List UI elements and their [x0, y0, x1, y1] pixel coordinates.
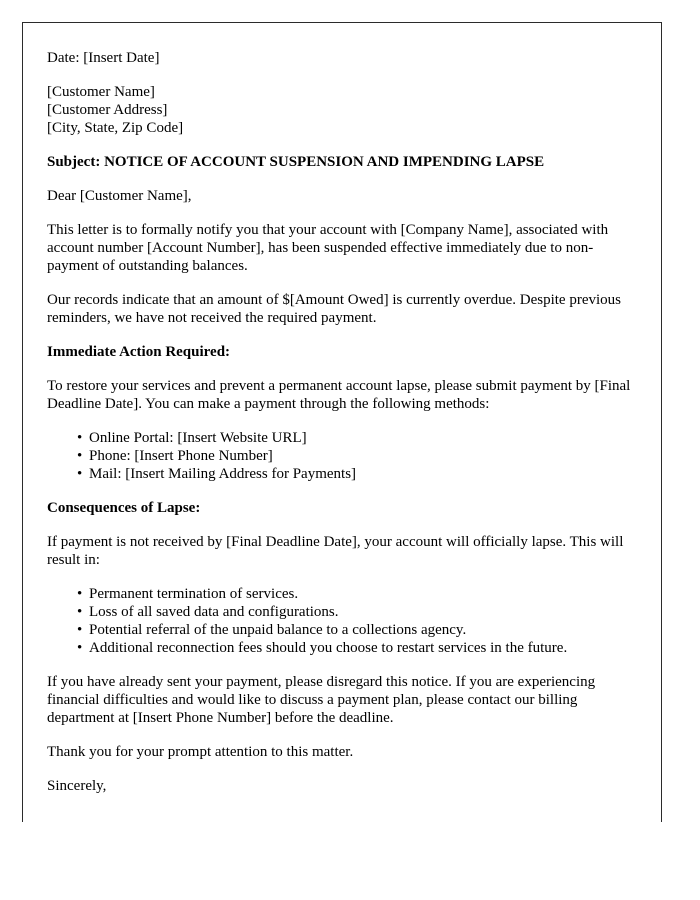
list-item: [77, 603, 639, 621]
list-item: [77, 447, 639, 465]
bullet-icon: •: [77, 448, 83, 464]
list-item-label: Loss of all saved data and configurations.: [89, 604, 339, 620]
subject-line: [47, 153, 639, 171]
list-item-label: Online Portal: [Insert Website URL]: [89, 430, 307, 446]
list-item-label: Mail: [Insert Mailing Address for Payments]: [89, 466, 357, 482]
recipient-address-block: [47, 83, 639, 137]
date-line: Date: [Insert Date]: [47, 50, 160, 66]
letter-body: [23, 23, 661, 795]
closing-salutation: Sincerely,: [47, 778, 107, 794]
bullet-icon: •: [77, 466, 83, 482]
recipient-address: [Customer Address]: [47, 102, 168, 118]
heading-consequences-of-lapse: Consequences of Lapse:: [47, 500, 201, 516]
paragraph-notification: This letter is to formally notify you that your account with [Company Name], associated with account number [Account Number], has been suspended effective immediately due to non-payment of outstanding balances.: [47, 222, 609, 274]
list-item-label: Additional reconnection fees should you choose to restart services in the future.: [89, 640, 568, 656]
list-item-label: Permanent termination of services.: [89, 586, 299, 602]
heading-immediate-action: Immediate Action Required:: [47, 344, 231, 360]
list-item-label: Potential referral of the unpaid balance to a collections agency.: [89, 622, 467, 638]
subject-text: NOTICE OF ACCOUNT SUSPENSION AND IMPENDING LAPSE: [104, 154, 545, 170]
list-item: [77, 639, 639, 657]
bullet-icon: •: [77, 430, 83, 446]
paragraph-thank-you: Thank you for your prompt attention to this matter.: [47, 744, 354, 760]
recipient-name: [Customer Name]: [47, 84, 155, 100]
bullet-icon: •: [77, 586, 83, 602]
list-item-label: Phone: [Insert Phone Number]: [89, 448, 273, 464]
payment-methods-list: [47, 429, 639, 483]
paragraph-disregard-notice: If you have already sent your payment, please disregard this notice. If you are experiencing financial difficulties and would like to discuss a payment plan, please contact our billing department at [Insert Phone Number] before the deadline.: [47, 674, 596, 726]
consequences-list: [47, 585, 639, 657]
list-item: [77, 621, 639, 639]
recipient-city-state-zip: [City, State, Zip Code]: [47, 120, 184, 136]
paragraph-restore-services: To restore your services and prevent a permanent account lapse, please submit payment by [Final Deadline Date]. You can make a payment through the following methods:: [47, 378, 631, 412]
subject-label: Subject:: [47, 154, 101, 170]
salutation: Dear [Customer Name],: [47, 188, 192, 204]
list-item: [77, 585, 639, 603]
list-item: [77, 465, 639, 483]
list-item: [77, 429, 639, 447]
bullet-icon: •: [77, 640, 83, 656]
paragraph-overdue-amount: Our records indicate that an amount of $[Amount Owed] is currently overdue. Despite previous reminders, we have not received the required payment.: [47, 292, 621, 326]
letter-page: [22, 22, 662, 822]
bullet-icon: •: [77, 622, 83, 638]
bullet-icon: •: [77, 604, 83, 620]
paragraph-lapse-warning: If payment is not received by [Final Deadline Date], your account will officially lapse. This will result in:: [47, 534, 624, 568]
